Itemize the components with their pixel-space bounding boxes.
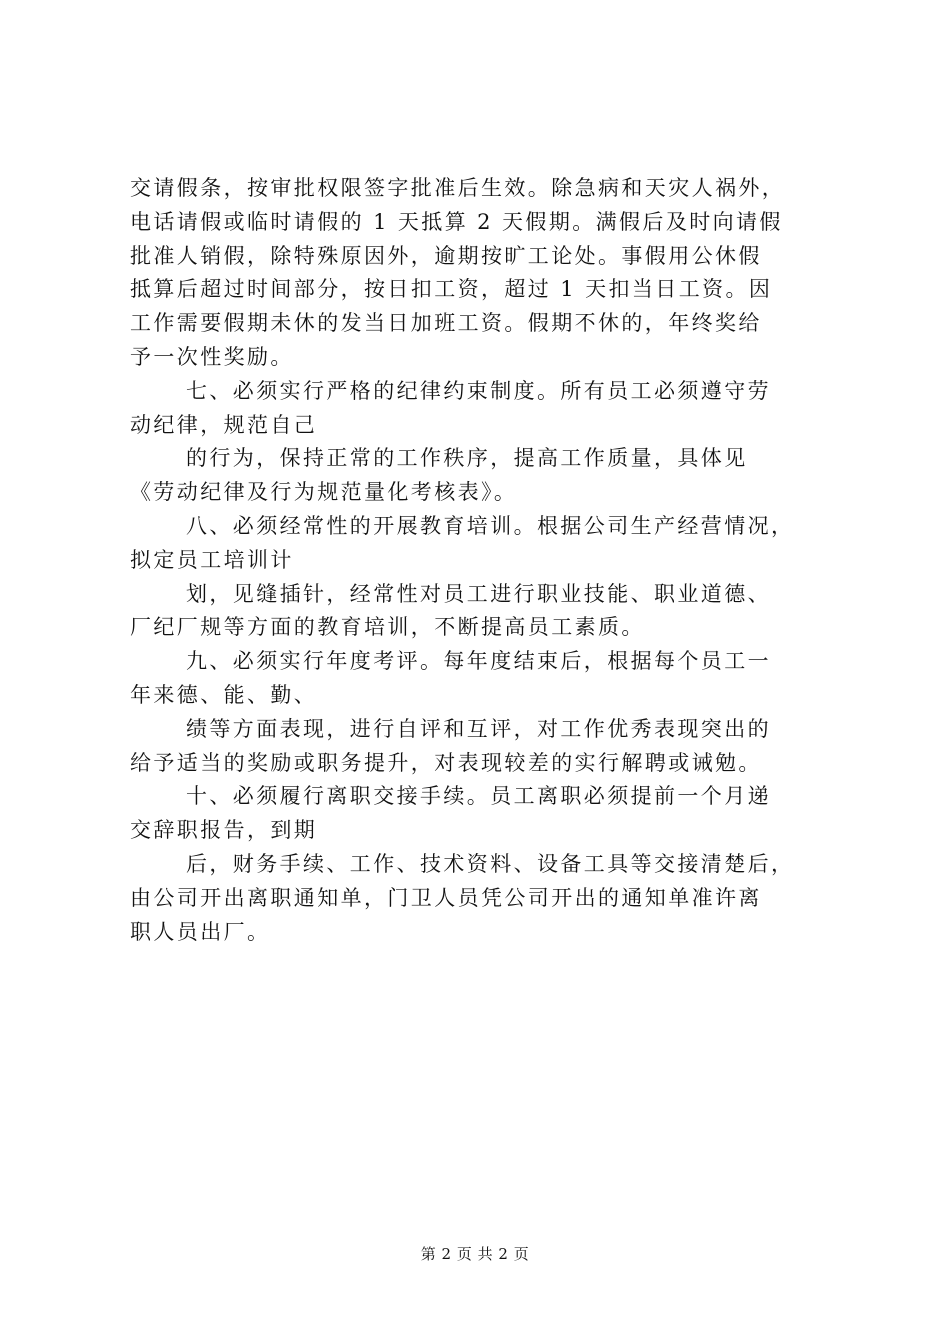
- text-line: 电话请假或临时请假的 1 天抵算 2 天假期。满假后及时向请假: [130, 209, 783, 234]
- text-line: 绩等方面表现，进行自评和互评，对工作优秀表现突出的: [186, 716, 771, 741]
- text-line: 批准人销假，除特殊原因外，逾期按旷工论处。事假用公休假: [130, 243, 762, 268]
- text-line: 划，见缝插针，经常性对员工进行职业技能、职业道德、: [186, 581, 771, 606]
- text-line: 后，财务手续、工作、技术资料、设备工具等交接清楚后，: [186, 851, 795, 876]
- page-number-footer: 第 2 页 共 2 页: [420, 1245, 530, 1263]
- text-line: 年来德、能、勤、: [130, 682, 318, 707]
- text-line: 的行为，保持正常的工作秩序，提高工作质量，具体见: [186, 446, 748, 471]
- text-line: 九、必须实行年度考评。每年度结束后，根据每个员工一: [186, 649, 771, 674]
- text-line: 十、必须履行离职交接手续。员工离职必须提前一个月递: [186, 784, 771, 809]
- text-line: 动纪律，规范自己: [130, 412, 318, 437]
- text-line: 给予适当的奖励或职务提升，对表现较差的实行解聘或诫勉。: [130, 750, 762, 775]
- text-line: 《劳动纪律及行为规范量化考核表》。: [130, 480, 518, 505]
- text-line: 厂纪厂规等方面的教育培训，不断提高员工素质。: [130, 615, 645, 640]
- text-line: 予一次性奖励。: [130, 344, 294, 369]
- text-line: 拟定员工培训计: [130, 547, 294, 572]
- text-line: 七、必须实行严格的纪律约束制度。所有员工必须遵守劳: [186, 378, 771, 403]
- text-line: 抵算后超过时间部分，按日扣工资，超过 1 天扣当日工资。因: [130, 277, 773, 302]
- document-body: [130, 172, 850, 949]
- text-line: 交辞职报告，到期: [130, 818, 318, 843]
- text-line: 交请假条，按审批权限签字批准后生效。除急病和天灾人祸外，: [130, 176, 786, 200]
- text-line: 由公司开出离职通知单，门卫人员凭公司开出的通知单准许离: [130, 885, 762, 910]
- text-line: 工作需要假期未休的发当日加班工资。假期不休的，年终奖给: [130, 311, 762, 336]
- text-line: 八、必须经常性的开展教育培训。根据公司生产经营情况，: [186, 513, 795, 538]
- text-line: 职人员出厂。: [130, 919, 271, 944]
